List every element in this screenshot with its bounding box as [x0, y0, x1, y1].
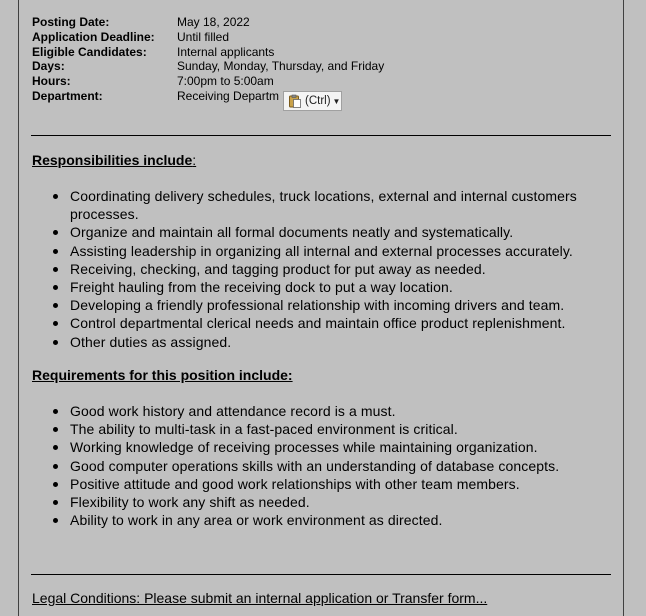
list-item: Receiving, checking, and tagging product for put away as needed.	[32, 260, 614, 278]
detail-label: Application Deadline:	[32, 29, 155, 44]
detail-row-hours	[32, 74, 384, 89]
list-item: Flexibility to work any shift as needed.	[32, 493, 614, 511]
list-item: Ability to work in any area or work environment as directed.	[32, 511, 614, 529]
detail-value: Sunday, Monday, Thursday, and Friday	[177, 59, 385, 74]
list-item: Other duties as assigned.	[32, 333, 614, 351]
responsibilities-list	[32, 187, 614, 351]
list-item: Control departmental clerical needs and maintain office product replenishment.	[32, 314, 614, 332]
detail-row-deadline	[32, 30, 384, 45]
detail-value: Until filled	[177, 29, 230, 44]
document-page	[18, 0, 624, 616]
detail-row-posting-date	[32, 15, 384, 30]
list-item: Freight hauling from the receiving dock to put a way location.	[32, 278, 614, 296]
list-item: Working knowledge of receiving processes while maintaining organization.	[32, 438, 614, 456]
detail-label: Hours:	[32, 74, 71, 89]
divider	[31, 135, 611, 136]
paste-options-button[interactable]	[283, 91, 342, 111]
list-item: Good computer operations skills with an understanding of database concepts.	[32, 457, 614, 475]
detail-value: May 18, 2022	[177, 15, 250, 29]
clipboard-icon	[288, 94, 302, 108]
paste-options-label: (Ctrl)	[305, 95, 331, 107]
detail-value: Receiving Departm	[177, 88, 280, 103]
list-item: Developing a friendly professional relationship with incoming drivers and team.	[32, 296, 614, 314]
list-item: The ability to multi-task in a fast-paced environment is critical.	[32, 420, 614, 438]
detail-label: Department:	[32, 88, 103, 103]
list-item: Good work history and attendance record is a must.	[32, 402, 614, 420]
detail-label: Posting Date:	[32, 15, 110, 29]
list-item: Organize and maintain all formal documents neatly and systematically.	[32, 223, 614, 241]
list-item: Positive attitude and good work relationships with other team members.	[32, 475, 614, 493]
chevron-down-icon: ▼	[332, 96, 341, 106]
requirements-list	[32, 402, 614, 529]
detail-row-eligible	[32, 45, 384, 60]
list-item: Assisting leadership in organizing all internal and external processes accurately.	[32, 242, 614, 260]
detail-label: Days:	[32, 59, 65, 74]
detail-value: Internal applicants	[177, 44, 275, 59]
divider	[31, 574, 611, 575]
list-item: Coordinating delivery schedules, truck locations, external and internal customers processes.	[32, 187, 614, 223]
detail-row-days	[32, 59, 384, 74]
responsibilities-heading: Responsibilities include:	[32, 152, 197, 168]
detail-label: Eligible Candidates:	[32, 44, 147, 59]
detail-value: 7:00pm to 5:00am	[177, 74, 274, 89]
legal-conditions-text: Legal Conditions: Please submit an internal application or Transfer form...	[32, 590, 488, 606]
requirements-heading: Requirements for this position include:	[32, 367, 293, 383]
